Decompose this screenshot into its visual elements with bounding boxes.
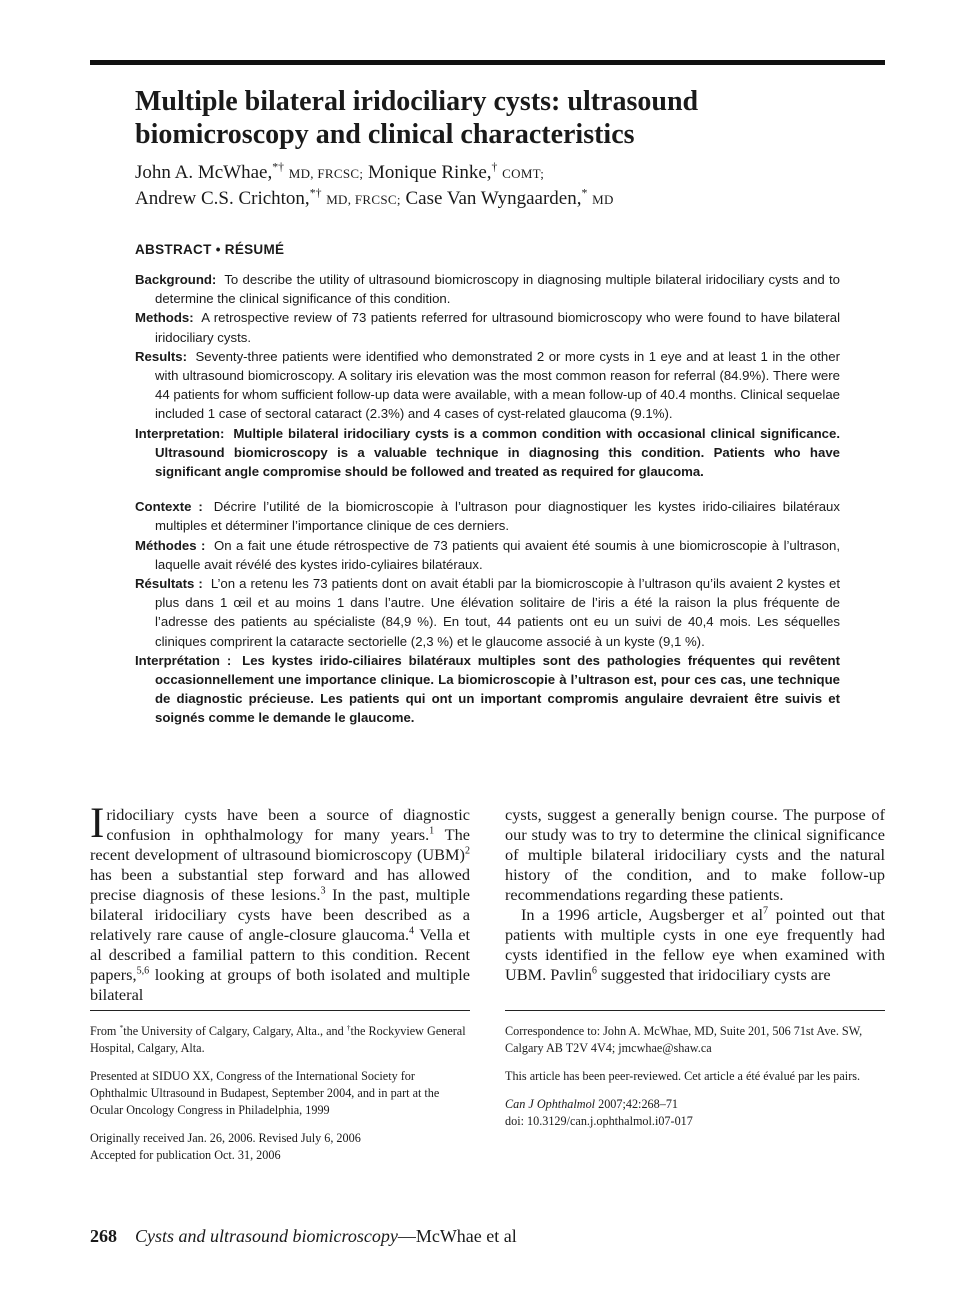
section-text: Les kystes irido-ciliaires bilatéraux multiples sont des pathologies fréquentes qui revêtent occasionnellement une importance clinique. La biomicroscopie à l’ultrason est, pour ces cas, une technique de diagnostic précieuse. Les patients qui ont un important compromis angulaire devraient être suivis et soignés comme le demande le glaucome. xyxy=(155,652,840,726)
section-label: Interprétation : xyxy=(135,652,232,668)
author-name: Case Van Wyngaarden, xyxy=(405,188,582,209)
section-label: Results: xyxy=(135,348,188,364)
resume-methodes xyxy=(135,536,840,574)
reference-mark: 7 xyxy=(763,905,769,917)
section-text: On a fait une étude rétrospective de 73 patients qui avaient été soumis à une biomicroscopie à l’ultrason, laquelle avait révélé des kystes irido-cyliaires bilatéraux. xyxy=(155,537,841,572)
section-text: Seventy-three patients were identified who demonstrated 2 or more cysts in 1 eye and at least 1 in the other with ultrasound biomicroscopy. A solitary iris elevation was the most common reason for referral (84.9%). There were 44 patients for whom sufficient follow-up data were available, with a mean follow-up of 40.4 months. Clinical sequelae included 1 case of sectoral cataract (2.3%) and 4 cases of cyst-related glaucoma (9.1%). xyxy=(155,348,840,422)
journal-name: Can J Ophthalmol xyxy=(505,1097,596,1111)
abstract xyxy=(135,270,840,728)
citation-note xyxy=(505,1096,885,1130)
author-degrees: MD xyxy=(592,192,614,207)
footnote-rule-left xyxy=(90,1010,470,1011)
article-title xyxy=(135,85,875,151)
abstract-language-gap xyxy=(135,481,840,497)
body-paragraph: cysts, suggest a generally benign course. The purpose of our study was to try to determine the clinical significance of multiple bilateral iridociliary cysts and the natural history of the condition, and to make follow-up recommendations regarding these patients. xyxy=(505,805,885,904)
note-text: From xyxy=(90,1024,120,1038)
affiliation-note xyxy=(90,1023,470,1057)
author-affiliation-mark: * xyxy=(581,186,588,200)
author-list xyxy=(135,160,875,212)
author-degrees: COMT; xyxy=(502,166,545,181)
body-text: Vella et al described a familial pattern to this condition. Recent papers, xyxy=(90,925,470,984)
correspondence-note: Correspondence to: John A. McWhae, MD, Suite 201, 506 71st Ave. SW, Calgary AB T2V 4V4; jmcwhae@shaw.ca xyxy=(505,1024,863,1055)
body-paragraph xyxy=(90,800,471,1005)
section-label: Contexte : xyxy=(135,499,203,515)
author-name: John A. McWhae, xyxy=(135,162,273,183)
body-column-left xyxy=(90,800,471,1005)
abstract-heading: ABSTRACT • RÉSUMÉ xyxy=(135,242,285,257)
resume-resultats xyxy=(135,574,840,651)
resume-contexte xyxy=(135,497,840,535)
abstract-background xyxy=(135,270,840,308)
peer-review-note: This article has been peer-reviewed. Cet article a été évalué par les pairs. xyxy=(505,1069,861,1083)
author-affiliation-mark: † xyxy=(491,160,498,174)
reference-mark: 4 xyxy=(409,925,415,937)
accepted-date: Accepted for publication Oct. 31, 2006 xyxy=(90,1148,281,1162)
dates-note xyxy=(90,1130,470,1164)
section-label: Méthodes : xyxy=(135,537,206,553)
running-authors: —McWhae et al xyxy=(397,1226,517,1246)
abstract-results xyxy=(135,347,840,424)
section-text: To describe the utility of ultrasound biomicroscopy in diagnosing multiple bilateral iridociliary cysts and to determine the clinical significance of this condition. xyxy=(155,272,840,307)
note-text: the University of Calgary, Calgary, Alta., and xyxy=(123,1024,347,1038)
footnotes-left xyxy=(90,1023,470,1175)
received-date: Originally received Jan. 26, 2006. Revised July 6, 2006 xyxy=(90,1131,361,1145)
section-label: Background: xyxy=(135,272,217,287)
author-degrees: MD, FRCSC; xyxy=(288,166,364,181)
resume-interpretation xyxy=(135,651,840,728)
body-text: In the past, multiple bilateral iridociliary cysts have been described as a relatively rare cause of angle-closure glaucoma. xyxy=(90,885,471,944)
body-text: has been a substantial step forward and has allowed precise diagnosis of these lesions. xyxy=(90,865,470,904)
reference-mark: 3 xyxy=(320,885,326,897)
abstract-methods xyxy=(135,308,840,346)
running-title: Cysts and ultrasound biomicroscopy xyxy=(135,1226,398,1246)
reference-mark: 1 xyxy=(429,825,435,837)
top-rule xyxy=(90,60,885,65)
section-label: Résultats : xyxy=(135,576,203,592)
abstract-interpretation xyxy=(135,424,840,482)
author-affiliation-mark: *† xyxy=(309,186,322,200)
body-column-right xyxy=(505,805,885,985)
title-line-1: Multiple bilateral iridociliary cysts: ultrasound xyxy=(135,86,699,117)
page-footer xyxy=(90,1226,517,1247)
body-text: looking at groups of both isolated and multiple bilateral xyxy=(90,965,470,1004)
note-text: the Rockyview General Hospital, Calgary, Alta. xyxy=(90,1024,466,1055)
body-text: The recent development of ultrasound biomicroscopy (UBM) xyxy=(90,825,470,864)
section-text: L’on a retenu les 73 patients dont on avait établi par la biomicroscopie à l’ultrason qu’ils avaient 2 kystes et plus dans 1 œil et au moins 1 dans l’autre. Une élévation solitaire de l’iris a été la raison la plus fréquente de l’adresse des patients au spécialiste (84,9 %). En tout, 44 patients ont eu un suivi de 40,4 mois. Les séquelles cliniques comprirent la cataracte sectorielle (2,3 %) et le glaucome associé à un kyste (9,1 %). xyxy=(155,576,840,649)
citation: 2007;42:268–71 xyxy=(595,1097,679,1111)
author-line-2 xyxy=(135,186,875,212)
author-name: Monique Rinke, xyxy=(368,162,492,183)
body-text: In a 1996 article, Augsberger et al xyxy=(521,905,764,924)
affiliation-mark: † xyxy=(346,1022,351,1032)
body-text: pointed out that patients with multiple cysts in one eye frequently had cysts identified in the fellow eye when examined with UBM. Pavlin xyxy=(505,905,885,984)
footnotes-right xyxy=(505,1023,885,1141)
reference-mark: 6 xyxy=(591,965,597,977)
body-text: suggested that iridociliary cysts are xyxy=(596,965,831,984)
section-text: Décrire l’utilité de la biomicroscopie à l’ultrason pour diagnostiquer les kystes irido-ciliaires bilatéraux multiples et déterminer l’importance clinique de ces derniers. xyxy=(155,499,840,534)
author-line-1 xyxy=(135,160,875,186)
section-label: Interpretation: xyxy=(135,425,225,441)
reference-mark: 2 xyxy=(464,845,470,857)
section-text: Multiple bilateral iridociliary cysts is a common condition with occasional clinical significance. Ultrasound biomicroscopy is a valuable technique in diagnosing this condition. Patients who have significant angle compromise should be followed and treated as required for glaucoma. xyxy=(155,425,840,480)
author-degrees: MD, FRCSC; xyxy=(326,192,401,207)
doi: doi: 10.3129/can.j.ophthalmol.i07-017 xyxy=(505,1114,693,1128)
footnote-rule-right xyxy=(505,1010,885,1011)
affiliation-mark: * xyxy=(119,1022,124,1032)
presentation-note: Presented at SIDUO XX, Congress of the International Society for Ophthalmic Ultrasound in Budapest, September 2004, and in part at the Ocular Oncology Congress in Philadelphia, 1999 xyxy=(90,1069,440,1117)
page-number: 268 xyxy=(90,1226,117,1246)
title-line-2: biomicroscopy and clinical characteristics xyxy=(135,119,635,150)
reference-mark: 5,6 xyxy=(136,965,150,977)
body-text: ridociliary cysts have been a source of diagnostic confusion in ophthalmology for many years. xyxy=(106,805,470,844)
author-affiliation-mark: *† xyxy=(272,160,284,174)
section-text: A retrospective review of 73 patients referred for ultrasound biomicroscopy who were found to have bilateral iridociliary cysts. xyxy=(155,310,841,345)
section-label: Methods: xyxy=(135,310,194,326)
body-paragraph xyxy=(505,905,885,985)
drop-cap: I xyxy=(90,800,105,847)
author-name: Andrew C.S. Crichton, xyxy=(135,188,310,209)
